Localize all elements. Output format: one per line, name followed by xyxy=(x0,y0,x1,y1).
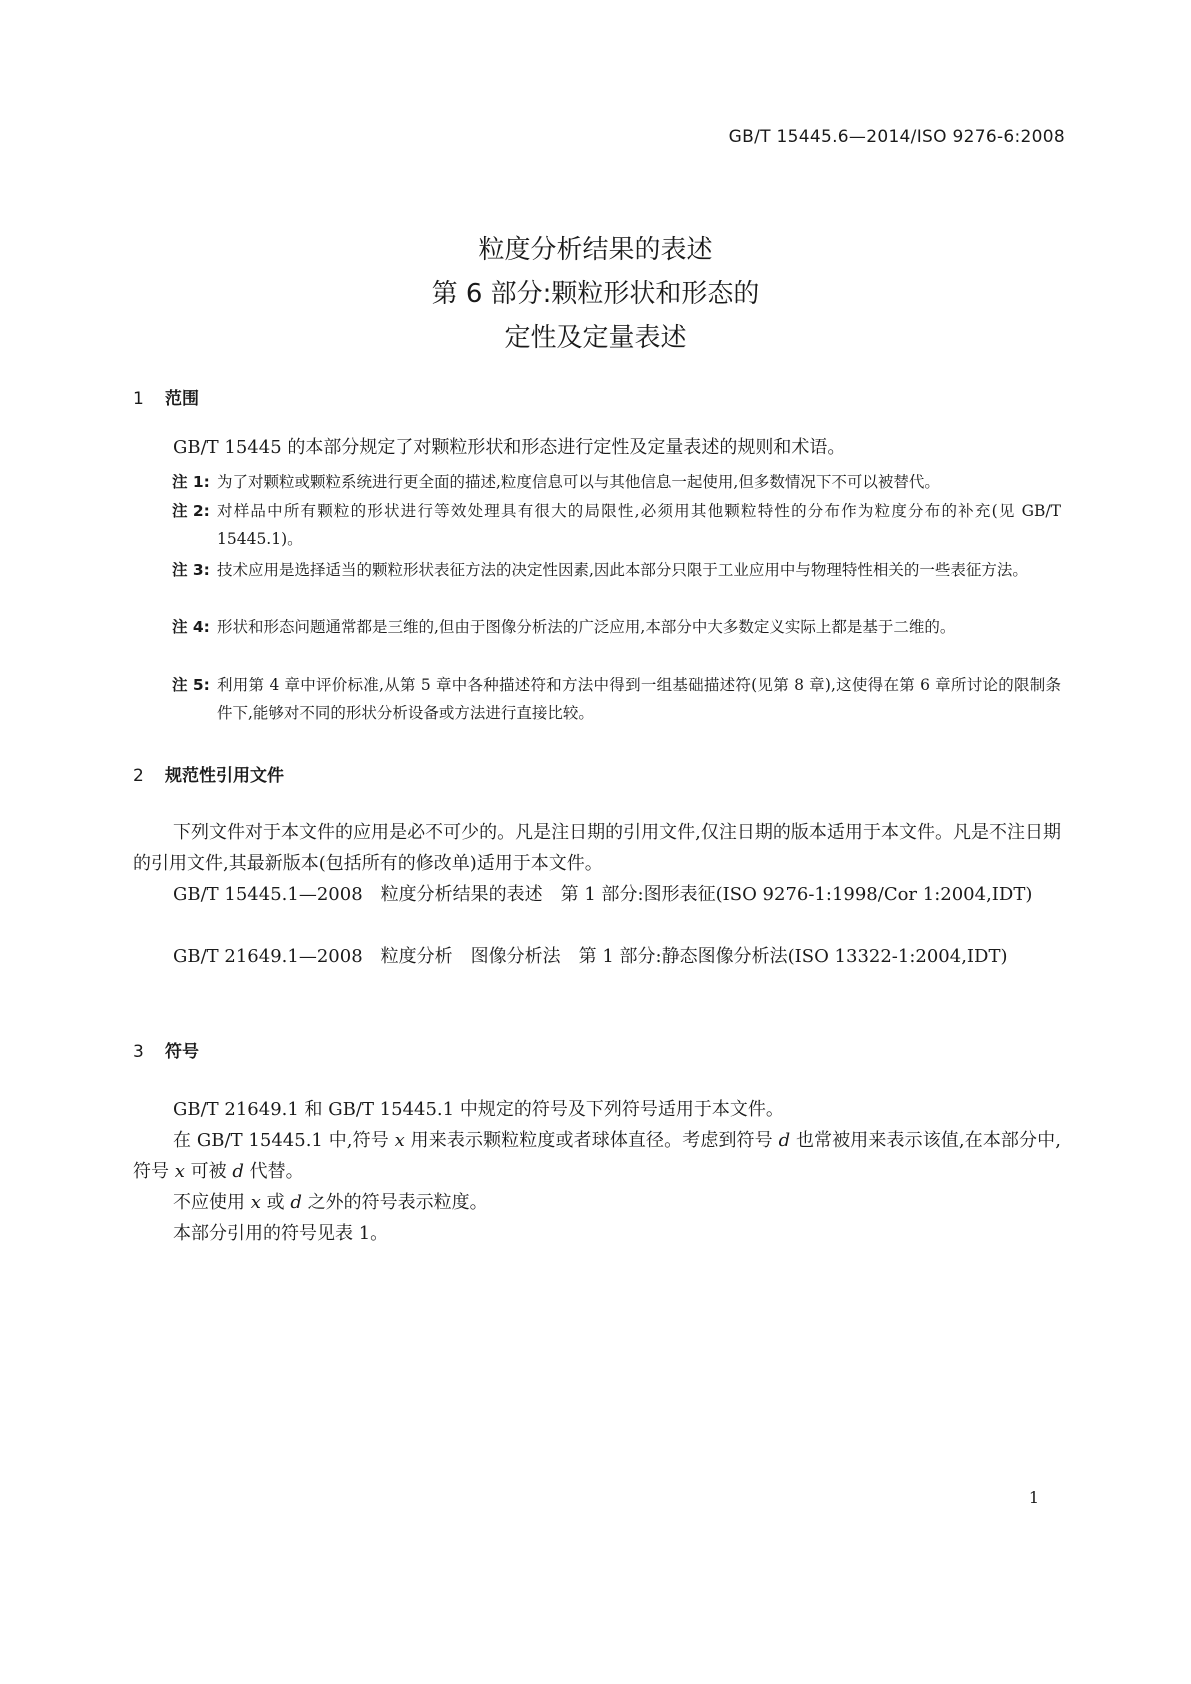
text-run: 在 GB/T 15445.1 中,符号 xyxy=(173,1130,395,1151)
symbol-d: d xyxy=(778,1130,791,1151)
section-number: 2 xyxy=(133,766,144,786)
note-text: 为了对颗粒或颗粒系统进行更全面的描述,粒度信息可以与其他信息一起使用,但多数情况下不可以被替代。 xyxy=(217,473,940,491)
text-run: 可被 xyxy=(184,1161,233,1182)
title-line-2: 第 6 部分:颗粒形状和形态的 xyxy=(431,279,760,309)
title-line-3: 定性及定量表述 xyxy=(504,323,687,353)
section-3-heading xyxy=(133,1037,199,1062)
section-number: 3 xyxy=(133,1042,144,1062)
note-text: 利用第 4 章中评价标准,从第 5 章中各种描述符和方法中得到一组基础描述符(见第 8 章),这使得在第 6 章所讨论的限制条件下,能够对不同的形状分析设备或方法进行直接比较。 xyxy=(217,676,1061,722)
page-number: 1 xyxy=(1028,1488,1039,1507)
text-run: 或 xyxy=(260,1192,291,1213)
note-label: 注 4: xyxy=(172,618,210,636)
document-title xyxy=(0,228,1191,360)
note-2 xyxy=(172,497,1061,553)
title-line-1: 粒度分析结果的表述 xyxy=(478,235,713,265)
section-title: 范围 xyxy=(165,389,199,409)
section-1-body: GB/T 15445 的本部分规定了对颗粒形状和形态进行定性及定量表述的规则和术语。 xyxy=(173,437,846,458)
standard-code: GB/T 15445.6—2014/ISO 9276-6:2008 xyxy=(728,127,1065,147)
note-label: 注 2: xyxy=(172,502,210,520)
symbols-paragraph-1: GB/T 21649.1 和 GB/T 15445.1 中规定的符号及下列符号适用于本文件。 xyxy=(173,1099,784,1120)
symbol-x: x xyxy=(174,1161,185,1182)
symbol-d: d xyxy=(290,1192,302,1213)
section-1-heading xyxy=(133,384,199,409)
note-label: 注 3: xyxy=(172,561,210,579)
symbols-paragraph-2 xyxy=(133,1125,1061,1187)
note-text: 对样品中所有颗粒的形状进行等效处理具有很大的局限性,必须用其他颗粒特性的分布作为粒度分布的补充(见 GB/T 15445.1)。 xyxy=(217,502,1061,548)
normative-reference-2: GB/T 21649.1—2008 粒度分析 图像分析法 第 1 部分:静态图像分析法(ISO 13322-1:2004,IDT) xyxy=(173,946,1008,967)
text-run: 也常被用来表示该值,在本部分中,符号 xyxy=(133,1130,1061,1182)
section-2-body: 下列文件对于本文件的应用是必不可少的。凡是注日期的引用文件,仅注日期的版本适用于本文件。凡是不注日期的引用文件,其最新版本(包括所有的修改单)适用于本文件。 xyxy=(133,822,1061,874)
section-2-heading xyxy=(133,761,284,786)
text-run: 用来表示颗粒粒度或者球体直径。考虑到符号 xyxy=(404,1130,779,1151)
symbol-x: x xyxy=(394,1130,405,1151)
symbol-x: x xyxy=(250,1192,261,1213)
section-number: 1 xyxy=(133,389,144,409)
note-text: 形状和形态问题通常都是三维的,但由于图像分析法的广泛应用,本部分中大多数定义实际上都是基于二维的。 xyxy=(217,618,956,636)
note-1 xyxy=(172,468,1061,496)
note-label: 注 1: xyxy=(172,473,210,491)
symbols-paragraph-3 xyxy=(133,1187,1061,1218)
text-run: 不应使用 xyxy=(173,1192,251,1213)
symbol-d: d xyxy=(232,1161,244,1182)
section-title: 符号 xyxy=(165,1042,199,1062)
note-5 xyxy=(172,671,1061,727)
note-text: 技术应用是选择适当的颗粒形状表征方法的决定性因素,因此本部分只限于工业应用中与物理特性相关的一些表征方法。 xyxy=(217,561,1028,579)
text-run: 之外的符号表示粒度。 xyxy=(301,1192,488,1213)
symbols-paragraph-4: 本部分引用的符号见表 1。 xyxy=(173,1223,389,1244)
normative-reference-1: GB/T 15445.1—2008 粒度分析结果的表述 第 1 部分:图形表征(ISO 9276-1:1998/Cor 1:2004,IDT) xyxy=(173,884,1033,905)
text-run: 代替。 xyxy=(243,1161,304,1182)
note-3 xyxy=(172,556,1061,584)
note-4 xyxy=(172,613,1061,641)
note-label: 注 5: xyxy=(172,676,210,694)
section-title: 规范性引用文件 xyxy=(165,766,284,786)
